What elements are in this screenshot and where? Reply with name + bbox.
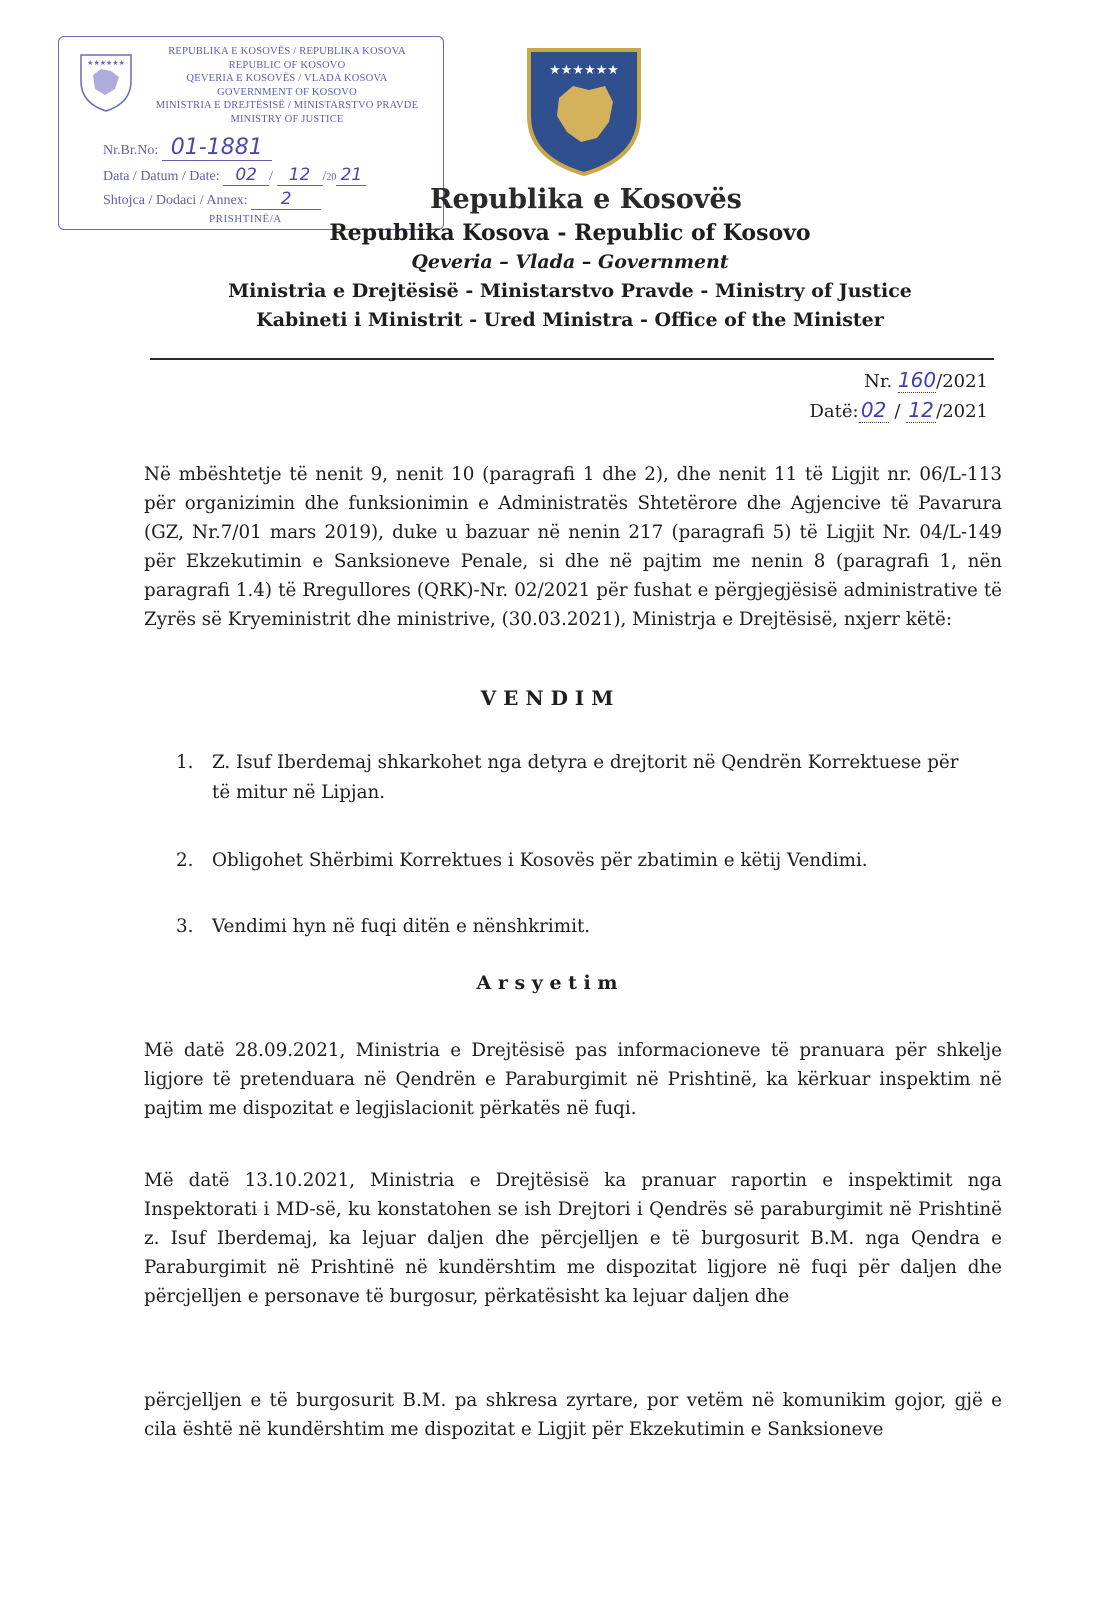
reference-date-year: /2021 xyxy=(936,401,988,422)
stamp-date-month: 12 xyxy=(277,165,323,186)
header-republic: Republika e Kosovës xyxy=(430,184,742,215)
stamp-date-year: 21 xyxy=(336,165,366,186)
decision-item-text: Vendimi hyn në fuqi ditën e nënshkrimit. xyxy=(212,916,591,937)
decision-item-text: Obligohet Shërbimi Korrektues i Kosovës për zbatimin e këtij Vendimi. xyxy=(212,850,868,871)
coat-of-arms-icon xyxy=(525,46,643,176)
stamp-line: REPUBLIC OF KOSOVO xyxy=(228,59,346,71)
reference-number xyxy=(864,368,988,393)
decision-item-number: 1. xyxy=(176,752,194,773)
stamp-city: PRISHTINË/A xyxy=(209,213,282,225)
stamp-line: GOVERNMENT OF KOSOVO xyxy=(217,86,357,98)
reasoning-paragraph: përcjelljen e të burgosurit B.M. pa shkresa zyrtare, por vetëm në komunikim gojor, gjë e cila është në kundërshtim me dispozitat e Ligjit për Ekzekutimin e Sanksioneve xyxy=(144,1390,1002,1440)
stamp-date-day: 02 xyxy=(223,165,269,186)
header-government: Qeveria – Vlada – Government xyxy=(411,251,729,273)
reasoning-paragraph: Më datë 13.10.2021, Ministria e Drejtësisë ka pranuar raportin e inspektimit nga Inspektorati i MD-së, ku konstatohen se ish Drejtori i Qendrës së paraburgimit në Prishtinë z. Isuf Iberdemaj, ka lejuar daljen dhe përcjelljen e të burgosurit B.M. nga Qendra e Paraburgimit në Prishtinë në kundërshtim me dispozitat ligjore në fuqi për daljen dhe përcjelljen e personave të burgosur, përkatësisht ka lejuar daljen dhe xyxy=(144,1170,1002,1307)
stamp-date-row: Data / Datum / Date: 02 / 12 /20 21 xyxy=(103,165,366,186)
stamp-line: MINISTRY OF JUSTICE xyxy=(230,113,344,125)
stamp-line: QEVERIA E KOSOVËS / VLADA KOSOVA xyxy=(186,73,388,85)
reference-date: Datë: 02 / 12 /2021 xyxy=(809,398,988,422)
decision-item-number: 2. xyxy=(176,850,194,871)
stamp-number-label: Nr.Br.No: xyxy=(103,143,159,158)
header-cabinet: Kabineti i Ministrit - Ured Ministra - Office of the Minister xyxy=(256,309,884,331)
stamp-number-value: 01-1881 xyxy=(162,135,272,161)
reference-date-month: 12 xyxy=(906,398,936,423)
preamble-paragraph: Në mbështetje të nenit 9, nenit 10 (paragrafi 1 dhe 2), dhe nenit 11 të Ligjit nr. 06/L-113 për organizimin dhe funksionimin e Administratës Shtetërore dhe Agjencive të Pavarura (GZ, Nr.7/01 mars 2019), duke u bazuar në nenin 217 (paragrafi 5) të Ligjit Nr. 04/L-149 për Ekzekutimin e Sanksioneve Penale, si dhe në pajtim me nenin 8 (paragrafi 1, nën paragrafi 1.4) të Rregullores (QRK)-Nr. 02/2021 për fushat e përgjegjësisë administrative të Zyrës së Kryeministrit dhe ministrive, (30.03.2021), Ministrja e Drejtësisë, nxjerr këtë: xyxy=(144,464,1002,630)
reference-date-label: Datë: xyxy=(809,401,859,422)
reasoning-title: A r s y e t i m xyxy=(476,972,618,994)
stamp-header-lines xyxy=(137,45,437,127)
reasoning-paragraph: Më datë 28.09.2021, Ministria e Drejtësisë pas informacioneve të pranuara për shkelje ligjore të pretenduara në Qendrën e Paraburgimit në Prishtinë, ka kërkuar inspektim në pajtim me dispozitat e legjislacionit përkatës në fuqi. xyxy=(144,1040,1002,1119)
registration-stamp xyxy=(58,36,444,230)
decision-item-number: 3. xyxy=(176,916,194,937)
stamp-annex-label: Shtojca / Dodaci / Annex: xyxy=(103,193,248,208)
svg-text:★★★★★★: ★★★★★★ xyxy=(549,63,619,78)
reference-date-day: 02 xyxy=(859,398,889,423)
svg-text:★★★★★★: ★★★★★★ xyxy=(87,59,125,67)
reference-number-year: /2021 xyxy=(936,371,988,392)
header-divider xyxy=(150,358,994,360)
stamp-number-row xyxy=(103,135,272,161)
stamp-line: REPUBLIKA E KOSOVËS / REPUBLIKA KOSOVA xyxy=(168,46,406,57)
stamp-date-year-prefix: 20 xyxy=(326,172,337,183)
stamp-line: MINISTRIA E DREJTËSISË / MINISTARSTVO PRAVDE xyxy=(155,100,419,112)
header-ministry: Ministria e Drejtësisë - Ministarstvo Pravde - Ministry of Justice xyxy=(228,280,912,302)
decision-item-text: Z. Isuf Iberdemaj shkarkohet nga detyra e drejtorit në Qendrën Korrektuese për të mitur në Lipjan. xyxy=(212,752,959,803)
reference-number-value: 160 xyxy=(897,368,937,392)
reference-number-label: Nr. xyxy=(864,371,893,392)
stamp-annex-value: 2 xyxy=(251,189,321,210)
stamp-date-label: Data / Datum / Date: xyxy=(103,169,220,184)
header-republic-multilingual: Republika Kosova - Republic of Kosovo xyxy=(329,220,811,246)
kosovo-emblem-icon xyxy=(73,45,139,115)
decision-title: V E N D I M xyxy=(480,686,614,710)
stamp-annex-row xyxy=(103,189,321,210)
